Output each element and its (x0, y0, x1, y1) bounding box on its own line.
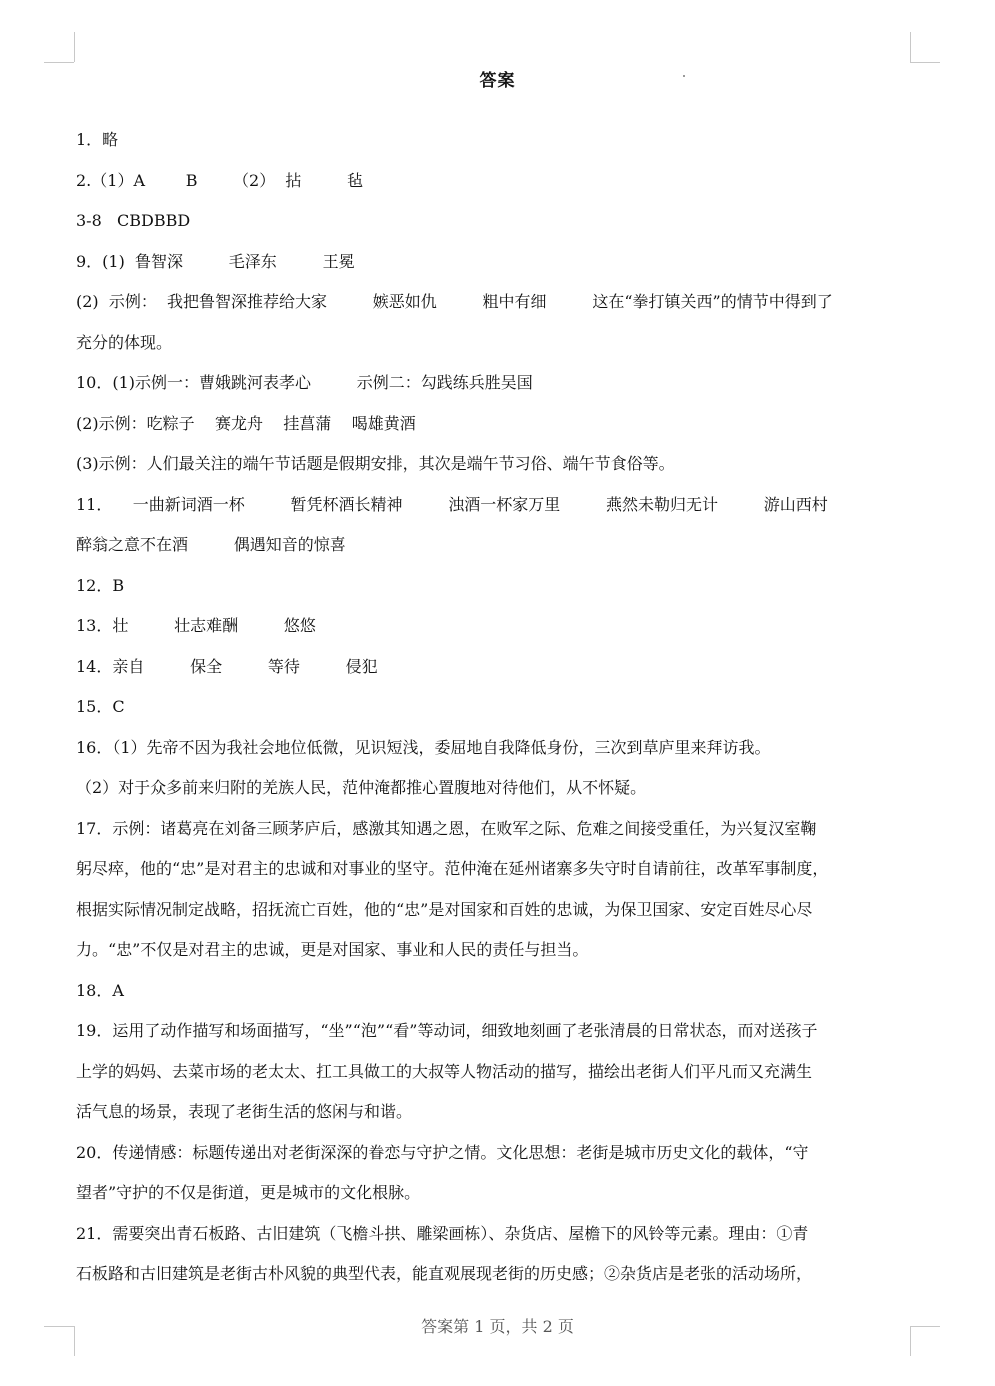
page-title: 答案 (479, 71, 516, 91)
answer-line: 11． 一曲新词酒一杯 暂凭杯酒长精神 浊酒一杯家万里 燕然未勒归无计 游山西村 (76, 494, 828, 514)
answer-line: 2.（1）A B （2） 拈 毡 (76, 170, 364, 190)
answer-line: 望者”守护的不仅是街道，更是城市的文化根脉。 (76, 1183, 421, 1202)
answer-line: 17．示例：诸葛亮在刘备三顾茅庐后，感激其知遇之恩，在败军之际、危难之间接受重任，为兴复汉室鞠 (76, 818, 817, 838)
answer-line: 活气息的场景，表现了老街生活的悠闲与和谐。 (76, 1102, 413, 1121)
answer-line: 力。“忠”不仅是对君主的忠诚，更是对国家、事业和人民的责任与担当。 (76, 940, 589, 959)
crop-mark-top-right-horizontal (910, 62, 940, 63)
answer-line: 15．C (76, 697, 125, 716)
answer-line: 14．亲自 保全 等待 侵犯 (76, 656, 378, 676)
answer-line: 16．（1）先帝不因为我社会地位低微，见识短浅，委屈地自我降低身份，三次到草庐里来拜访我。 (76, 737, 771, 757)
answer-line: 充分的体现。 (76, 332, 173, 352)
answer-line: （2）对于众多前来归附的羌族人民，范仲淹都推心置腹地对待他们，从不怀疑。 (76, 778, 647, 797)
answer-line: 12．B (76, 575, 125, 595)
answer-line: 根据实际情况制定战略，招抚流亡百姓，他的“忠”是对国家和百姓的忠诚，为保卫国家、安定百姓尽心尽 (76, 899, 813, 919)
answer-line: 10．(1)示例一：曹娥跳河表孝心 示例二：勾践练兵胜吴国 (76, 373, 533, 392)
answer-line: (2) 示例： 我把鲁智深推荐给大家 嫉恶如仇 粗中有细 这在“拳打镇关西”的情节中得到了 (76, 292, 833, 311)
crop-mark-top-right-vertical (910, 32, 911, 62)
answer-line: 9．(1) 鲁智深 毛泽东 王冕 (76, 251, 355, 271)
answer-line: 21．需要突出青石板路、古旧建筑（飞檐斗拱、雕梁画栋）、杂货店、屋檐下的风铃等元素。理由：①青 (76, 1223, 809, 1243)
crop-mark-top-left-vertical (74, 32, 75, 62)
answer-line: (2)示例：吃粽子 赛龙舟 挂菖蒲 喝雄黄酒 (76, 413, 416, 433)
answer-line: 20．传递情感：标题传递出对老街深深的眷恋与守护之情。文化思想：老街是城市历史文化的载体，“守 (76, 1142, 809, 1162)
answer-line: 醉翁之意不在酒 偶遇知音的惊喜 (76, 535, 346, 554)
answer-line: 19．运用了动作描写和场面描写，“坐”“泡”“看”等动词，细致地刻画了老张清晨的日常状态，而对送孩子 (76, 1021, 818, 1040)
answer-line: 3-8 CBDBBD (76, 211, 191, 230)
answer-line: (3)示例：人们最关注的端午节话题是假期安排，其次是端午节习俗、端午节食俗等。 (76, 454, 675, 473)
answer-body (76, 120, 912, 1295)
page-footer: 答案第 1 页，共 2 页 (421, 1317, 574, 1336)
answer-line: 1．略 (76, 130, 119, 149)
answer-line: 石板路和古旧建筑是老街古朴风貌的典型代表，能直观展现老街的历史感；②杂货店是老张的活动场所， (76, 1264, 813, 1283)
answer-line: 上学的妈妈、去菜市场的老太太、扛工具做工的大叔等人物活动的描写，描绘出老街人们平凡而又充满生 (76, 1061, 813, 1081)
answer-line: 18．A (76, 980, 124, 1000)
answer-line: 13．壮 壮志难酬 悠悠 (76, 616, 316, 635)
answer-line: 躬尽瘁，他的“忠”是对君主的忠诚和对事业的坚守。范仲淹在延州诸寨多失守时自请前往，改革军事制度， (76, 859, 829, 878)
crop-mark-top-left-horizontal (44, 62, 74, 63)
